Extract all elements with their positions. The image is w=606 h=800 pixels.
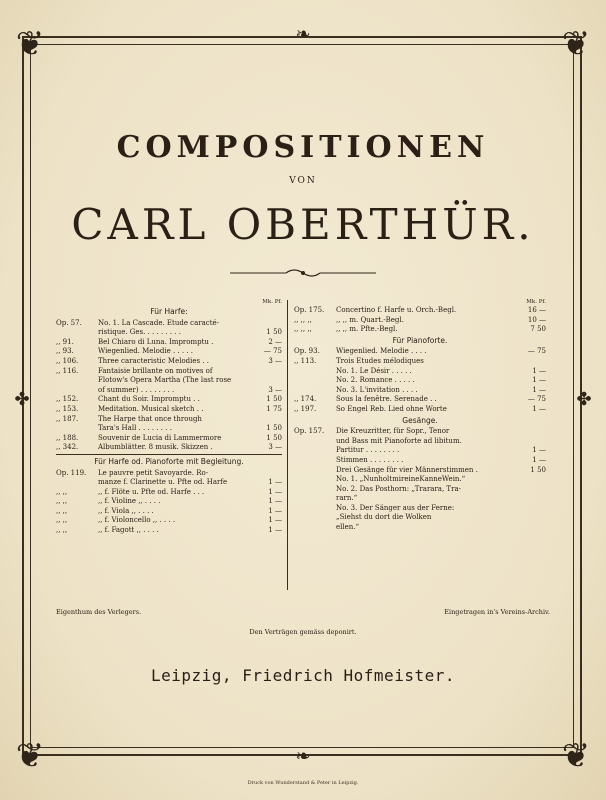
opus-number: ,, 188. (56, 433, 79, 442)
work-title: Wiegenlied. Melodie . . . . . (98, 347, 194, 356)
opus-number (294, 466, 336, 476)
work-title: No. 3. L'invitation . . . . (336, 385, 418, 394)
price: 1 — (532, 455, 546, 464)
bottom-ornament-icon: ❧ (295, 746, 311, 767)
opus-number (294, 523, 336, 533)
catalog-entry (56, 497, 282, 507)
opus-number (294, 504, 336, 514)
price (518, 357, 546, 367)
price: 1 50 (266, 433, 282, 442)
work-title: Flotow's Opera Martha (The last rose (98, 376, 232, 385)
composer-name: CARL OBERTHÜR. (71, 200, 535, 249)
work-title: Stimmen . . . . . . . . (336, 455, 404, 464)
catalog-entry (56, 367, 282, 377)
price: 10 — (527, 315, 546, 324)
catalog-entry (294, 427, 546, 437)
price: 1 — (532, 385, 546, 394)
corner-ornament-icon: ❦ (561, 736, 591, 776)
work-title: „Siehst du dort die Wolken (336, 513, 432, 522)
catalog-entry (294, 367, 546, 377)
harp-heading: Für Harfe: (150, 307, 188, 316)
price: 1 — (268, 478, 282, 487)
work-title: Wiegenlied. Melodie . . . . (336, 347, 427, 356)
harp-piano-heading: Für Harfe od. Pianoforte mit Begleitung. (56, 454, 282, 467)
work-title: of summer) . . . . . . . . (98, 385, 175, 394)
work-title: No. 1. „NunholtmireineKanneWein.“ (336, 475, 466, 484)
opus-number: Op. 57. (56, 318, 82, 327)
catalog-entry (294, 475, 546, 485)
work-title: Fantaisie brillante on motives of (98, 366, 213, 375)
work-title: The Harpe that once through (98, 414, 202, 423)
song-heading: Gesänge. (402, 415, 438, 425)
work-title: ristique. Ges. . . . . . . . . (98, 328, 181, 337)
side-ornament-icon: ✤ (576, 389, 592, 410)
opus-number: ,, ,, (56, 497, 68, 506)
catalog-entry (56, 376, 282, 386)
work-title: ,, f. Violoncello ,, . . . . (98, 516, 176, 525)
price: 1 50 (266, 424, 282, 433)
catalog-entry (56, 434, 282, 444)
price (518, 504, 546, 514)
price: 1 — (268, 516, 282, 525)
work-title: No. 1. La Cascade. Etude caracté- (98, 318, 220, 327)
price: — 75 (527, 395, 546, 404)
price-header: Mk. Pf. (262, 299, 282, 305)
opus-number: ,, 152. (56, 395, 79, 404)
opus-number: Op. 93. (294, 347, 320, 356)
catalog-entry (294, 446, 546, 456)
catalog-entry (56, 395, 282, 405)
opus-number: ,, 187. (56, 414, 79, 423)
opus-number: ,, 342. (56, 443, 79, 452)
title-von: VON (289, 176, 317, 186)
price: 1 — (268, 506, 282, 515)
opus-number: ,, ,, (56, 487, 68, 496)
price-header: Mk. Pf. (526, 299, 546, 305)
opus-number: ,, ,, (56, 506, 68, 515)
opus-number (294, 446, 336, 456)
piano-list (294, 347, 546, 414)
price (518, 494, 546, 504)
work-title: No. 3. Der Sänger aus der Ferne: (336, 503, 455, 512)
catalog-entry (56, 469, 282, 479)
catalog-entry (294, 456, 546, 466)
opus-number (294, 475, 336, 485)
price (254, 319, 282, 329)
side-ornament-icon: ✤ (14, 389, 30, 410)
price: 3 — (268, 443, 282, 452)
price: 1 50 (266, 328, 282, 337)
work-title: Sous la fenêtre. Serenade . . (336, 395, 437, 404)
opus-number (294, 376, 336, 386)
price (518, 475, 546, 485)
opus-number: Op. 175. (294, 306, 325, 314)
price: 1 50 (266, 395, 282, 404)
opus-number: ,, 174. (294, 395, 317, 404)
price (518, 437, 546, 447)
price: 7 50 (530, 325, 546, 334)
price: 1 — (268, 487, 282, 496)
right-catalog (294, 298, 546, 533)
work-title: Le pauvre petit Savoyarde. Ro- (98, 468, 209, 477)
opus-number: ,, ,, (56, 516, 68, 525)
catalog-entry (294, 405, 546, 415)
work-title: Drei Gesänge für vier Männerstimmen . (336, 465, 478, 474)
catalog-entry (294, 306, 546, 316)
price: 1 — (268, 526, 282, 535)
price (254, 469, 282, 479)
catalog-entry (294, 376, 546, 386)
price (518, 523, 546, 533)
price: 1 — (268, 497, 282, 506)
opus-number: Op. 119. (56, 468, 87, 477)
work-title: manze f. Clarinette u. Pfte od. Harfe (98, 478, 228, 487)
catalog-entry (56, 338, 282, 348)
piano-heading: Für Pianoforte. (392, 335, 448, 345)
catalog-entry (294, 325, 546, 335)
work-title: No. 1. Le Désir . . . . . (336, 366, 412, 375)
work-title: Bel Chiaro di Luna. Impromptu . (98, 337, 214, 346)
opus-number: ,, 116. (56, 366, 79, 375)
catalog-entry (56, 347, 282, 357)
price: 16 — (527, 306, 546, 314)
left-catalog (56, 298, 282, 536)
price (254, 376, 282, 386)
work-title: ellen.“ (336, 523, 360, 532)
price: 1 75 (266, 404, 282, 413)
registration-note: Eingetragen in's Vereins-Archiv. (444, 608, 550, 616)
song-list (294, 427, 546, 533)
opus-number: ,, ,, ,, (294, 315, 312, 324)
price (254, 367, 282, 377)
price (254, 415, 282, 425)
opus-number: ,, 106. (56, 356, 79, 365)
opus-number (294, 494, 336, 504)
work-title: ,, f. Viola ,, . . . . (98, 506, 154, 515)
opus-number: ,, 93. (56, 347, 74, 356)
price (518, 485, 546, 495)
catalog-entry (294, 523, 546, 533)
opus-number: ,, 197. (294, 404, 317, 413)
catalog-entry (56, 319, 282, 329)
deposit-note: Den Verträgen gemäss deponirt. (249, 628, 357, 636)
work-title: Die Kreuzritter, für Sopr., Tenor (336, 427, 450, 436)
catalog-entry (56, 516, 282, 526)
work-title: No. 2. Das Posthorn: „Trarara, Tra- (336, 484, 461, 493)
opus-number (56, 328, 98, 338)
work-title: rarn.“ (336, 494, 358, 503)
opus-number (56, 376, 98, 386)
catalog-entry (56, 424, 282, 434)
catalog-entry (294, 513, 546, 523)
catalog-entry (56, 328, 282, 338)
harp-list (56, 319, 282, 453)
catalog-entry (294, 485, 546, 495)
price: — 75 (263, 347, 282, 356)
printer-note: Druck von Wunderstand & Peter in Leipzig. (247, 780, 359, 786)
divider-ornament-icon (230, 268, 376, 278)
catalog-entry (294, 316, 546, 326)
work-title: ,, ,, m. Pfte.-Begl. (336, 325, 398, 334)
work-title: ,, f. Fagott ,, . . . . (98, 526, 159, 535)
ownership-note: Eigenthum des Verlegers. (56, 608, 142, 616)
opus-number: Op. 157. (294, 427, 325, 436)
catalog-entry (56, 488, 282, 498)
opus-number (294, 485, 336, 495)
catalog-entry (56, 405, 282, 415)
opus-number (56, 478, 98, 488)
opus-number (294, 456, 336, 466)
opus-number: ,, 91. (56, 337, 74, 346)
catalog-entry (56, 478, 282, 488)
publisher: Leipzig, Friedrich Hofmeister. (151, 666, 455, 685)
price: 3 — (268, 385, 282, 394)
opus-number (294, 367, 336, 377)
catalog-entry (56, 415, 282, 425)
top-ornament-icon: ❧ (295, 24, 311, 45)
opus-number: ,, 153. (56, 404, 79, 413)
catalog-entry (56, 357, 282, 367)
price (518, 513, 546, 523)
price: 1 — (532, 376, 546, 385)
price: 1 — (532, 446, 546, 455)
work-title: Chant du Soir. Impromptu . . (98, 395, 200, 404)
catalog-entry (294, 466, 546, 476)
catalog-entry (56, 507, 282, 517)
catalog-entry (294, 357, 546, 367)
catalog-entry (294, 386, 546, 396)
price: 1 50 (530, 465, 546, 474)
price (518, 427, 546, 437)
work-title: Partitur . . . . . . . . (336, 446, 400, 455)
catalog-entry (294, 504, 546, 514)
opus-number: ,, ,, (56, 526, 68, 535)
work-title: Meditation. Musical sketch . . (98, 404, 204, 413)
price: 1 — (532, 404, 546, 413)
price: — 75 (527, 347, 546, 356)
work-title: Concertino f. Harfe u. Orch.-Begl. (336, 306, 457, 314)
corner-ornament-icon: ❦ (561, 24, 591, 64)
work-title: Trois Etudes mélodiques (336, 356, 424, 365)
catalog-entry (294, 395, 546, 405)
work-title: und Bass mit Pianoforte ad libitum. (336, 436, 462, 445)
work-title: ,, f. Violine ,, . . . . (98, 497, 161, 506)
catalog-entry (56, 526, 282, 536)
opus-number: ,, 113. (294, 356, 317, 365)
corner-ornament-icon: ❦ (15, 24, 45, 64)
catalog-entry (294, 437, 546, 447)
price: 1 — (532, 366, 546, 375)
work-title: Three caracteristic Melodies . . (98, 356, 210, 365)
price: 3 — (268, 356, 282, 365)
work-title: Souvenir de Lucia di Lammermore (98, 433, 222, 442)
opus-number (294, 513, 336, 523)
title-compositionen: COMPOSITIONEN (116, 130, 490, 165)
work-title: ,, ,, m. Quart.-Begl. (336, 315, 404, 324)
opus-number: ,, ,, ,, (294, 325, 312, 334)
work-title: Tara's Hall . . . . . . . . (98, 424, 172, 433)
harp-piano-list (56, 469, 282, 536)
opus-number (294, 437, 336, 447)
catalog-entry (294, 347, 546, 357)
corner-ornament-icon: ❦ (15, 736, 45, 776)
price: 2 — (268, 337, 282, 346)
opus-number (294, 386, 336, 396)
opus-number (56, 386, 98, 396)
catalog-entry (56, 386, 282, 396)
column-divider (287, 300, 288, 590)
catalog-entry (56, 443, 282, 453)
work-title: So Engel Reb. Lied ohne Worte (336, 404, 447, 413)
opus-number (56, 424, 98, 434)
catalog-entry (294, 494, 546, 504)
concertino-list (294, 306, 546, 335)
work-title: No. 2. Romance . . . . . (336, 376, 415, 385)
work-title: ,, f. Flöte u. Pfte od. Harfe . . . (98, 487, 205, 496)
work-title: Albumblätter. 8 musik. Skizzen . (98, 443, 213, 452)
